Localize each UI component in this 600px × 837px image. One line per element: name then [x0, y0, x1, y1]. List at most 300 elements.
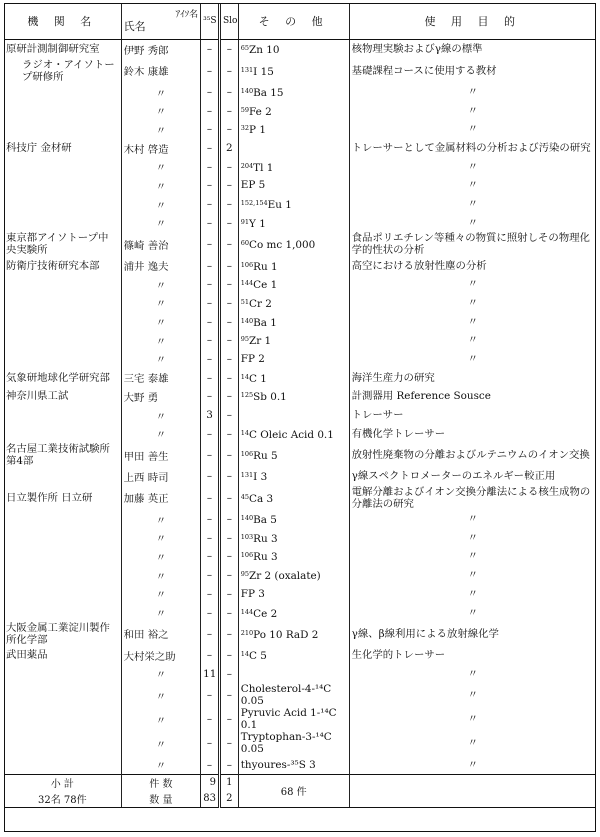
si-cell: – [219, 528, 238, 547]
si-cell: – [219, 665, 238, 684]
other-cell [238, 731, 349, 755]
table-body [4, 40, 596, 775]
org-cell: ラジオ・アイソトープ研修所 [22, 58, 115, 83]
purpose-cell: 〃 [349, 176, 596, 195]
mass-number: 140 [240, 316, 254, 325]
table-row [4, 707, 596, 731]
s35-cell: – [201, 566, 220, 585]
s35-cell: – [201, 120, 220, 139]
name-cell: 〃 [121, 731, 200, 755]
purpose-cell: γ線、β線利用による放射線化学 [349, 622, 596, 646]
mass-number: 210 [240, 628, 254, 637]
name-cell: 浦井 逸夫 [121, 256, 200, 275]
other-cell [238, 707, 349, 731]
s35-cell: 11 [201, 665, 220, 684]
mass-number: 32 [240, 124, 250, 133]
table-row [4, 83, 596, 102]
si-cell: – [219, 424, 238, 443]
s35-cell: – [201, 59, 220, 83]
name-cell: 〃 [121, 101, 200, 120]
s35-cell: – [201, 312, 220, 331]
table-row [4, 443, 596, 467]
table-row [4, 101, 596, 120]
s35-cell: – [201, 139, 220, 158]
org-cell: 原研計測制御研究室 [6, 43, 100, 56]
table-row [4, 547, 596, 566]
s35-cell: – [201, 256, 220, 275]
other-isotope: FP 2 [240, 352, 265, 365]
other-cell [238, 486, 349, 510]
org-cell [4, 157, 121, 176]
table-row [4, 256, 596, 275]
si-cell: – [219, 603, 238, 622]
mass-number: 14 [240, 428, 250, 437]
mass-number: 204 [240, 161, 254, 170]
org-cell: 大阪金属工業淀川製作所化学部 [6, 621, 110, 646]
table-row [4, 195, 596, 214]
name-cell: 〃 [121, 707, 200, 731]
header-purpose: 使 用 目 的 [349, 3, 596, 40]
purpose-cell: 〃 [349, 755, 596, 774]
mass-number: 14 [240, 650, 250, 659]
other-cell [238, 622, 349, 646]
table-row [4, 406, 596, 425]
other-isotope: Sb 0.1 [253, 391, 287, 404]
name-cell: 〃 [121, 312, 200, 331]
si-cell: – [219, 368, 238, 387]
header-si: Slo [219, 3, 238, 40]
name-cell: 〃 [121, 566, 200, 585]
other-cell [238, 59, 349, 83]
other-cell [238, 387, 349, 406]
other-cell [238, 547, 349, 566]
other-cell [238, 176, 349, 195]
purpose-cell: 基礎課程コースに使用する教材 [349, 59, 596, 83]
name-cell: 〃 [121, 603, 200, 622]
table-row [4, 275, 596, 294]
other-cell [238, 120, 349, 139]
table-row [4, 368, 596, 387]
other-cell [238, 646, 349, 665]
mass-number: 14 [240, 372, 250, 381]
other-cell [238, 312, 349, 331]
other-isotope: Co mc 1,000 [249, 239, 316, 252]
mass-number: 95 [240, 335, 250, 344]
other-isotope: Cr 2 [249, 297, 272, 310]
table-row [4, 603, 596, 622]
org-cell [4, 120, 121, 139]
s35-cell: – [201, 646, 220, 665]
purpose-cell: 食品ポリエチレン等種々の物質に照射しその物理化学的性状の分析 [349, 232, 596, 256]
purpose-cell: 〃 [349, 707, 596, 731]
name-cell: 〃 [121, 547, 200, 566]
name-cell: 木村 啓造 [121, 139, 200, 158]
name-cell: 〃 [121, 275, 200, 294]
name-cell: 〃 [121, 157, 200, 176]
table-row [4, 665, 596, 684]
other-cell [238, 585, 349, 604]
si-cell: – [219, 40, 238, 59]
si-cell: – [219, 331, 238, 350]
s35-cell: – [201, 585, 220, 604]
org-cell [4, 195, 121, 214]
other-cell [238, 275, 349, 294]
s35-cell: – [201, 707, 220, 731]
name-cell: 〃 [121, 755, 200, 774]
other-isotope: C 5 [249, 650, 267, 663]
org-cell [4, 683, 121, 707]
table-row [4, 387, 596, 406]
s35-cell: – [201, 368, 220, 387]
table-row [4, 566, 596, 585]
other-cell [238, 195, 349, 214]
mass-number: 125 [240, 391, 254, 400]
mass-number: 65 [240, 44, 250, 53]
si-cell: – [219, 707, 238, 731]
other-isotope: FP 3 [240, 587, 265, 600]
si-cell: – [219, 646, 238, 665]
mass-number: 140 [240, 514, 254, 523]
mass-number: 106 [240, 551, 254, 560]
purpose-cell: 核物理実験およびγ線の標準 [349, 40, 596, 59]
si-cell: – [219, 350, 238, 369]
purpose-cell: トレーサー [349, 406, 596, 425]
si-cell: – [219, 755, 238, 774]
purpose-cell: 〃 [349, 683, 596, 707]
org-cell: 武田薬品 [6, 649, 48, 662]
mass-number: 91 [240, 217, 250, 226]
other-isotope: Ca 3 [249, 492, 274, 505]
si-cell: – [219, 59, 238, 83]
count-label: 件 数 [121, 774, 200, 791]
si-cell: – [219, 467, 238, 486]
org-cell [4, 585, 121, 604]
table-row [4, 312, 596, 331]
other-isotope: I 15 [253, 65, 274, 78]
other-isotope: Zr 1 [249, 335, 272, 348]
table-row [4, 683, 596, 707]
name-cell: 〃 [121, 83, 200, 102]
org-cell [4, 528, 121, 547]
mass-number: 140 [240, 87, 254, 96]
mass-number: 106 [240, 260, 254, 269]
org-cell [4, 665, 121, 684]
other-cell [238, 406, 349, 425]
other-cell [238, 683, 349, 707]
other-isotope: I 3 [253, 471, 268, 484]
name-cell: 〃 [121, 294, 200, 313]
s35-cell: – [201, 486, 220, 510]
other-isotope: Po 10 RaD 2 [253, 628, 319, 641]
other-cell [238, 665, 349, 684]
other-cell [238, 294, 349, 313]
org-cell [4, 214, 121, 233]
org-cell [4, 707, 121, 731]
mass-number: 131 [240, 471, 254, 480]
other-isotope: Ba 1 [253, 316, 277, 329]
mass-number: 131 [240, 65, 254, 74]
org-cell [4, 350, 121, 369]
s35-cell: – [201, 157, 220, 176]
other-cell [238, 528, 349, 547]
s35-cell: – [201, 622, 220, 646]
org-cell: 科技庁 金材研 [6, 142, 72, 155]
s35-cell: – [201, 40, 220, 59]
name-cell: 〃 [121, 214, 200, 233]
table-row [4, 139, 596, 158]
other-isotope: P 1 [249, 124, 266, 137]
name-cell: 〃 [121, 528, 200, 547]
si-cell: – [219, 275, 238, 294]
org-cell [4, 312, 121, 331]
amount-label: 数 量 [121, 791, 200, 808]
org-cell [4, 755, 121, 774]
s35-cell: – [201, 443, 220, 467]
other-cell [238, 566, 349, 585]
table-row [4, 622, 596, 646]
other-isotope: Ce 1 [253, 279, 278, 292]
si-count: 1 [219, 774, 238, 791]
name-cell: 〃 [121, 585, 200, 604]
org-cell [4, 547, 121, 566]
si-cell: – [219, 176, 238, 195]
other-isotope: EP 5 [240, 179, 266, 192]
table-row [4, 585, 596, 604]
purpose-cell: 〃 [349, 214, 596, 233]
purpose-cell: 〃 [349, 585, 596, 604]
org-cell [4, 510, 121, 529]
name-cell: 加藤 英正 [121, 486, 200, 510]
table-row [4, 59, 596, 83]
org-cell [4, 406, 121, 425]
header-name-top: ｱｲｿ名 [175, 10, 199, 20]
name-cell: 和田 裕之 [121, 622, 200, 646]
other-isotope: Ru 3 [253, 532, 278, 545]
s35-cell: – [201, 467, 220, 486]
other-cell [238, 256, 349, 275]
other-cell [238, 157, 349, 176]
table-row [4, 731, 596, 755]
other-isotope: Zn 10 [249, 44, 280, 57]
mass-number: 95 [240, 570, 250, 579]
org-cell [4, 467, 121, 486]
si-cell: – [219, 157, 238, 176]
org-cell: 防衛庁技術研究本部 [6, 259, 100, 272]
purpose-cell: 電解分離およびイオン交換分離法による核生成物の分離法の研究 [349, 486, 596, 510]
header-org: 機 関 名 [4, 3, 121, 40]
s35-cell: – [201, 275, 220, 294]
header-name [121, 3, 200, 40]
purpose-cell: 〃 [349, 312, 596, 331]
org-cell: 東京都アイソトープ中央実験所 [6, 232, 109, 257]
header-s35: ³⁵S [201, 3, 220, 40]
si-cell: – [219, 387, 238, 406]
other-cell [238, 83, 349, 102]
s35-cell: 3 [201, 406, 220, 425]
header-row [4, 3, 596, 40]
isotope-usage-table [4, 3, 596, 808]
other-isotope: Tl 1 [253, 161, 274, 174]
footer-row-count [4, 774, 596, 791]
other-isotope: Eu 1 [267, 199, 292, 212]
other-isotope: Cholesterol-4-¹⁴C 0.05 [240, 683, 332, 708]
name-cell: 篠崎 善治 [121, 232, 200, 256]
other-isotope: Fe 2 [249, 105, 272, 118]
si-cell: – [219, 443, 238, 467]
s35-cell: – [201, 603, 220, 622]
name-cell: 伊野 秀郎 [121, 40, 200, 59]
name-cell: 〃 [121, 331, 200, 350]
name-cell: 〃 [121, 350, 200, 369]
other-cell [238, 755, 349, 774]
org-cell [4, 176, 121, 195]
org-cell [4, 603, 121, 622]
purpose-footer-blank [349, 774, 596, 807]
table-row [4, 350, 596, 369]
name-cell: 鈴木 康雄 [121, 59, 200, 83]
other-cell [238, 139, 349, 158]
si-cell: – [219, 622, 238, 646]
table-row [4, 467, 596, 486]
org-cell [4, 275, 121, 294]
si-cell: – [219, 256, 238, 275]
other-isotope: C Oleic Acid 0.1 [249, 428, 334, 441]
other-isotope: Ba 15 [253, 87, 284, 100]
other-cell [238, 232, 349, 256]
name-cell: 〃 [121, 683, 200, 707]
other-cell [238, 424, 349, 443]
s35-cell: – [201, 547, 220, 566]
org-cell: 日立製作所 日立研 [6, 491, 93, 504]
purpose-cell: 〃 [349, 195, 596, 214]
si-cell: – [219, 585, 238, 604]
name-cell: 〃 [121, 195, 200, 214]
mass-number: 144 [240, 607, 254, 616]
org-cell [4, 731, 121, 755]
s35-cell: – [201, 528, 220, 547]
purpose-cell: 海洋生産力の研究 [349, 368, 596, 387]
other-isotope: C 1 [249, 372, 267, 385]
purpose-cell: 放射性廃棄物の分離およびルテニウムのイオン交換 [349, 443, 596, 467]
header-name-bottom: 氏名 [123, 20, 146, 33]
table-row [4, 120, 596, 139]
header-other: そ の 他 [238, 3, 349, 40]
si-cell: 2 [219, 139, 238, 158]
si-cell: – [219, 683, 238, 707]
name-cell: 甲田 善生 [121, 443, 200, 467]
other-isotope: Zr 2 (oxalate) [249, 570, 321, 583]
si-cell: – [219, 731, 238, 755]
s35-cell: – [201, 101, 220, 120]
purpose-cell: 〃 [349, 83, 596, 102]
s35-cell: – [201, 331, 220, 350]
si-cell: – [219, 232, 238, 256]
org-cell [4, 566, 121, 585]
name-cell: 〃 [121, 120, 200, 139]
other-isotope: Ba 5 [253, 514, 277, 527]
s-amount: 83 [201, 791, 220, 808]
other-cell [238, 603, 349, 622]
purpose-cell: 生化学的トレーサー [349, 646, 596, 665]
purpose-cell: 〃 [349, 547, 596, 566]
s35-cell: – [201, 214, 220, 233]
purpose-cell: 〃 [349, 120, 596, 139]
name-cell: 〃 [121, 665, 200, 684]
table-row [4, 646, 596, 665]
name-cell: 〃 [121, 176, 200, 195]
other-isotope: Ru 5 [253, 450, 278, 463]
name-cell: 〃 [121, 424, 200, 443]
other-cell [238, 510, 349, 529]
purpose-cell: 〃 [349, 331, 596, 350]
org-cell: 気象研地球化学研究部 [6, 371, 110, 384]
name-cell: 大野 勇 [121, 387, 200, 406]
s35-cell: – [201, 424, 220, 443]
org-cell: 名古屋工業技術試験所第4部 [6, 443, 110, 468]
org-cell [4, 294, 121, 313]
name-cell: 三宅 泰雄 [121, 368, 200, 387]
other-isotope: Tryptophan-3-¹⁴C 0.05 [240, 731, 332, 756]
s35-cell: – [201, 510, 220, 529]
other-cell [238, 467, 349, 486]
s35-cell: – [201, 294, 220, 313]
mass-number: 51 [240, 297, 250, 306]
other-isotope: Ce 2 [253, 607, 278, 620]
mass-number: 59 [240, 105, 250, 114]
si-cell: – [219, 120, 238, 139]
purpose-cell: 〃 [349, 603, 596, 622]
table-row [4, 176, 596, 195]
s35-cell: – [201, 731, 220, 755]
other-cell [238, 368, 349, 387]
table-row [4, 510, 596, 529]
other-isotope: Y 1 [249, 217, 266, 230]
si-amount: 2 [219, 791, 238, 808]
si-cell: – [219, 547, 238, 566]
s35-cell: – [201, 683, 220, 707]
s35-cell: – [201, 232, 220, 256]
table-row [4, 486, 596, 510]
si-cell: – [219, 195, 238, 214]
other-cell [238, 443, 349, 467]
purpose-cell: 高空における放射性塵の分析 [349, 256, 596, 275]
other-isotope: Ru 3 [253, 551, 278, 564]
purpose-cell: 〃 [349, 157, 596, 176]
other-isotope: Pyruvic Acid 1-¹⁴C 0.1 [240, 707, 337, 732]
org-cell [4, 101, 121, 120]
name-cell: 大村栄之助 [121, 646, 200, 665]
org-cell [4, 83, 121, 102]
mass-number: 103 [240, 532, 254, 541]
purpose-cell: トレーサーとして金属材料の分析および汚染の研究 [349, 139, 596, 158]
si-cell: – [219, 486, 238, 510]
purpose-cell: 〃 [349, 566, 596, 585]
table-row [4, 214, 596, 233]
table-row [4, 232, 596, 256]
si-cell: – [219, 566, 238, 585]
s35-cell: – [201, 195, 220, 214]
purpose-cell: 計測器用 Reference Sousce [349, 387, 596, 406]
name-cell: 〃 [121, 406, 200, 425]
table-row [4, 424, 596, 443]
mass-number: 60 [240, 239, 250, 248]
isotope-usage-table-page [4, 3, 596, 832]
mass-number: 45 [240, 492, 250, 501]
purpose-cell: γ線スペクトロメーターのエネルギー較正用 [349, 467, 596, 486]
name-cell: 〃 [121, 510, 200, 529]
si-cell: – [219, 294, 238, 313]
s35-cell: – [201, 350, 220, 369]
